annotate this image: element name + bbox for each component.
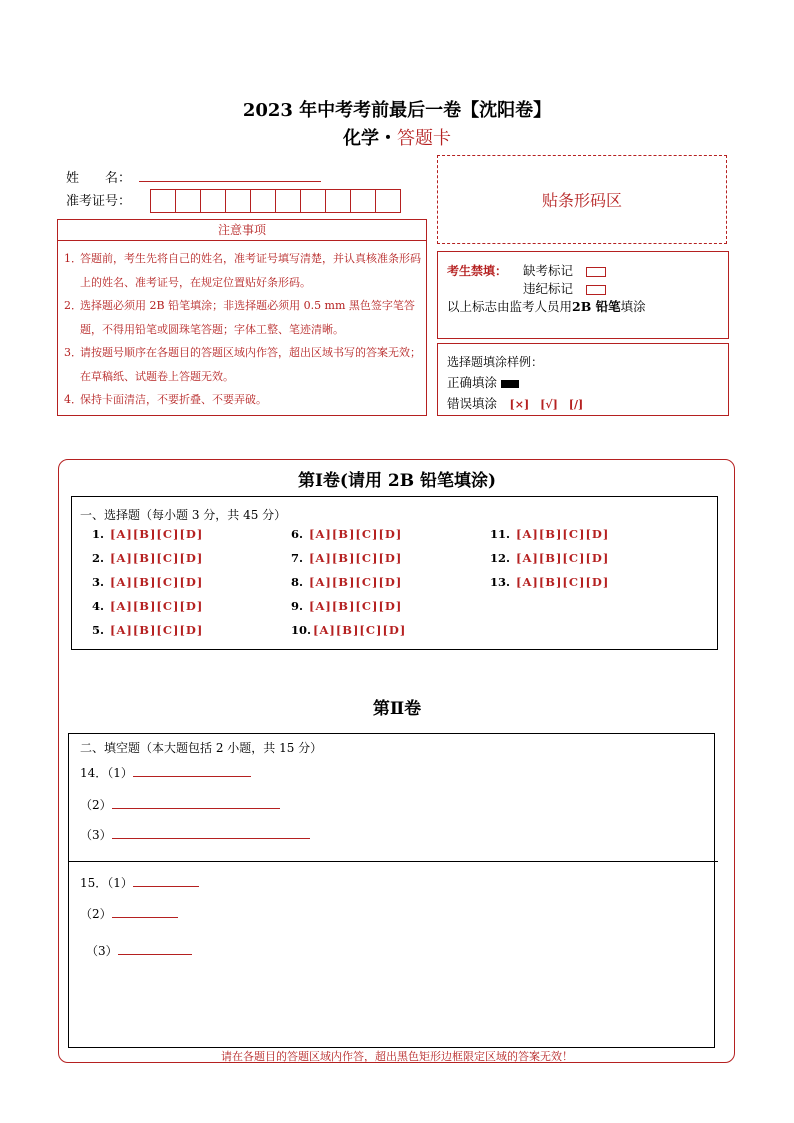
wrong-fill-example: 错误填涂 [×] [√] [/] [447,396,584,411]
question-divider [68,861,718,862]
proctor-marks-box [437,251,729,339]
mc-question-12[interactable]: 12. [A][B][C][D] [490,551,610,565]
notice-body [57,241,427,416]
q14-part3-answer-line[interactable] [112,826,310,839]
violation-mark-box[interactable] [586,285,606,295]
q14-part2: （2） [80,796,280,813]
mc-question-3[interactable]: 3. [A][B][C][D] [92,575,204,589]
mc-question-10[interactable]: 10. [A][B][C][D] [291,623,407,637]
q15-part3-answer-line[interactable] [118,942,192,955]
exam-id-digit-box[interactable] [300,189,326,213]
exam-id-digit-box[interactable] [325,189,351,213]
fill-sample-box [437,343,729,416]
name-field[interactable] [139,180,321,182]
exam-id-digit-box[interactable] [175,189,201,213]
q15-part3: （3） [86,942,192,959]
barcode-label: 贴条形码区 [541,191,622,210]
mc-question-9[interactable]: 9. [A][B][C][D] [291,599,403,613]
answer-sheet-label: 答题卡 [397,128,451,149]
q15-part1-answer-line[interactable] [133,874,199,887]
notice-item: 3． 请按题号顺序在各题目的答题区域内作答，超出区域书写的答案无效；在草稿纸、试题卷上答题无效。 [64,346,421,383]
multiple-choice-heading: 一、选择题（每小题 3 分，共 45 分） [80,508,287,522]
barcode-area [437,155,727,244]
mc-question-11[interactable]: 11. [A][B][C][D] [490,527,610,541]
mc-question-2[interactable]: 2. [A][B][C][D] [92,551,204,565]
fill-blank-heading: 二、填空题（本大题包括 2 小题，共 15 分） [80,741,323,755]
exam-id-digit-box[interactable] [250,189,276,213]
section2-title: 第Ⅱ卷 [372,699,422,719]
q15-part2: （2） [80,905,178,922]
page-title: 2023 年中考考前最后一卷【沈阳卷】 [242,100,552,121]
page-subtitle [0,124,794,150]
notice-item: 2． 选择题必须用 2B 铅笔填涂；非选择题必须用 0.5 mm 黑色签字笔答题，不得用铅笔或圆珠笔答题；字体工整、笔迹清晰。 [64,299,415,336]
mc-question-5[interactable]: 5. [A][B][C][D] [92,623,204,637]
notice-item: 1． 答题前，考生先将自己的姓名，准考证号填写清楚，并认真核准条形码上的姓名、准考证号，在规定位置贴好条形码。 [64,252,421,289]
mc-question-6[interactable]: 6. [A][B][C][D] [291,527,403,541]
exam-id-label: 准考证号： [66,194,132,209]
proctor-only-label: 考生禁填： [447,264,508,278]
q14-part2-answer-line[interactable] [112,796,280,809]
exam-id-digit-box[interactable] [275,189,301,213]
exam-id-digit-box[interactable] [350,189,376,213]
exam-id-digit-box[interactable] [225,189,251,213]
absent-mark [523,261,606,279]
exam-id-boxes[interactable] [151,189,401,213]
mc-question-1[interactable]: 1. [A][B][C][D] [92,527,204,541]
q14-part1: 14．（1） [80,764,251,781]
q15-part1: 15．（1） [80,874,199,891]
section1-title: 第Ⅰ卷(请用 2B 铅笔填涂) [297,471,497,491]
absent-mark-label: 缺考标记 [523,263,574,278]
exam-id-digit-box[interactable] [200,189,226,213]
mc-question-8[interactable]: 8. [A][B][C][D] [291,575,403,589]
mc-question-7[interactable]: 7. [A][B][C][D] [291,551,403,565]
q14-part1-answer-line[interactable] [133,764,251,777]
absent-mark-box[interactable] [586,267,606,277]
subject-label: 化学・ [343,128,397,149]
exam-id-digit-box[interactable] [375,189,401,213]
footer-warning: 请在各题目的答题区域内作答，超出黑色矩形边框限定区域的答案无效！ [221,1050,573,1063]
fill-sample-heading: 选择题填涂样例： [447,355,544,369]
filled-block-icon [501,380,519,388]
exam-id-digit-box[interactable] [150,189,176,213]
mc-question-4[interactable]: 4. [A][B][C][D] [92,599,204,613]
mc-question-13[interactable]: 13. [A][B][C][D] [490,575,610,589]
notice-item: 4． 保持卡面清洁，不要折叠、不要弄破。 [64,393,267,406]
violation-mark [523,279,606,297]
proctor-note: 以上标志由监考人员用2B 铅笔填涂 [447,299,646,314]
q14-part3: （3） [80,826,310,843]
name-label: 姓 名： [66,171,132,186]
q15-part2-answer-line[interactable] [112,905,178,918]
violation-mark-label: 违纪标记 [523,281,574,296]
correct-fill-example: 正确填涂 [447,373,519,391]
notice-heading: 注意事项 [57,219,427,241]
